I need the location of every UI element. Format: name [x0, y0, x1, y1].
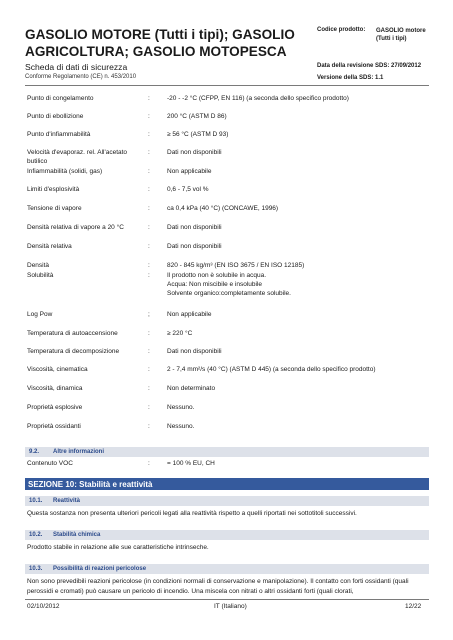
reactivity-text: Questa sostanza non presenta ulteriori pericoli legati alla reattività rispetto a quelli riportati nei sottotitoli successivi. — [27, 510, 357, 517]
prop-colon: : — [148, 404, 150, 411]
prop-colon: : — [148, 205, 150, 212]
prop-label-dynamic-viscosity: Viscosità, dinamica — [27, 385, 83, 392]
prop-value-density: 820 - 845 kg/m³ (EN ISO 3675 / EN ISO 12185) — [167, 262, 305, 269]
subsection-bar-10-3 — [25, 564, 429, 574]
revision-date: Data della revisione SDS: 27/09/2012 — [317, 63, 422, 69]
prop-value-oxidising-properties: Nessuno. — [167, 423, 195, 430]
prop-label-kinematic-viscosity: Viscosità, cinematica — [27, 366, 88, 373]
chemical-stability-text: Prodotto stabile in relazione alle sue caratteristiche intrinseche. — [27, 544, 209, 551]
product-code-value: GASOLIO motore (Tutti i tipi) — [376, 28, 426, 42]
prop-value-voc: = 100 % EU, CH — [167, 460, 215, 467]
prop-colon: : — [148, 366, 150, 373]
prop-colon: : — [148, 186, 150, 193]
prop-label-flammability: Infiammabilità (solidi, gas) — [27, 168, 103, 175]
prop-label-evaporation-rate: Velocità d'evaporaz. rel. All'acetato butilico — [27, 149, 128, 165]
prop-colon: : — [148, 131, 150, 138]
prop-value-log-pow: Non applicabile — [167, 311, 212, 318]
header-divider — [25, 85, 429, 86]
prop-label-vapour-pressure: Tensione di vapore — [27, 205, 82, 212]
footer-page-number: 12/22 — [405, 603, 422, 610]
prop-value-solubility-water: Acqua: Non miscibile e insolubile — [167, 281, 263, 288]
product-title: GASOLIO MOTORE (Tutti i tipi); GASOLIO AGRICOLTURA; GASOLIO MOTOPESCA — [25, 27, 295, 59]
footer-language: IT (Italiano) — [214, 603, 247, 610]
prop-colon: : — [148, 423, 150, 430]
prop-colon: ; — [148, 311, 150, 318]
footer-date: 02/10/2012 — [27, 603, 60, 610]
prop-label-flash-point: Punto d'infiammabilità — [27, 131, 91, 138]
prop-colon: : — [148, 348, 150, 355]
subsection-title: Reattività — [53, 497, 81, 504]
section-title: SEZIONE 10: Stabilità e reattività — [28, 479, 153, 489]
prop-value-explosive-limits: 0,6 - 7,5 vol % — [167, 186, 209, 193]
prop-colon: : — [148, 385, 150, 392]
prop-colon: : — [148, 224, 150, 231]
prop-label-density: Densità — [27, 262, 50, 269]
prop-value-autoignition: ≥ 220 °C — [167, 330, 193, 337]
prop-label-relative-density: Densità relativa — [27, 243, 72, 250]
prop-value-dynamic-viscosity: Non determinato — [167, 385, 216, 392]
prop-colon: : — [148, 243, 150, 250]
prop-label-autoignition: Temperatura di autoaccensione — [27, 330, 118, 337]
prop-colon: : — [148, 149, 150, 156]
prop-colon: : — [148, 330, 150, 337]
prop-value-explosive-properties: Nessuno. — [167, 404, 195, 411]
prop-value-vapour-pressure: ca 0,4 kPa (40 °C) (CONCAWE, 1996) — [167, 205, 279, 212]
prop-label-solubility: Solubilità — [27, 272, 54, 279]
prop-label-decomposition: Temperatura di decomposizione — [27, 348, 120, 355]
prop-value-kinematic-viscosity: 2 - 7,4 mm²/s (40 °C) (ASTM D 445) (a seconda dello specifico prodotto) — [167, 366, 376, 373]
prop-label-vapour-density: Densità relativa di vapore a 20 °C — [27, 224, 124, 231]
prop-value-boiling-point: 200 °C (ASTM D 86) — [167, 113, 227, 120]
subsection-title: Altre informazioni — [53, 448, 105, 455]
subsection-bar-9-2 — [25, 447, 429, 457]
regulation-note: Conforme Regolamento (CE) n. 453/2010 — [25, 74, 137, 80]
prop-label-freezing-point: Punto di congelamento — [27, 95, 94, 102]
section-10-bar — [25, 478, 429, 490]
prop-label-log-pow: Log Pow — [27, 311, 53, 318]
subsection-number: 10.2. — [29, 531, 43, 538]
prop-label-explosive-limits: Limiti d'esplosività — [27, 186, 80, 193]
prop-label-voc: Contenuto VOC — [27, 460, 73, 467]
prop-value-decomposition: Dati non disponibili — [167, 348, 222, 355]
prop-label-oxidising-properties: Proprietà ossidanti — [27, 423, 81, 430]
sds-version: Versione della SDS: 1.1 — [317, 75, 384, 81]
prop-colon: : — [148, 272, 150, 279]
prop-value-flash-point: ≥ 56 °C (ASTM D 93) — [167, 131, 229, 138]
prop-label-explosive-properties: Proprietà esplosive — [27, 404, 83, 411]
prop-label-boiling-point: Punto di ebollizione — [27, 113, 84, 120]
prop-value-freezing-point: -20 - -2 °C (CFPP, EN 116) (a seconda dello specifico prodotto) — [167, 95, 349, 102]
footer-divider — [25, 599, 429, 600]
document-subtitle: Scheda di dati di sicurezza — [25, 62, 128, 72]
prop-colon: : — [148, 168, 150, 175]
prop-colon: : — [148, 113, 150, 120]
prop-colon: : — [148, 95, 150, 102]
prop-value-vapour-density: Dati non disponibili — [167, 224, 222, 231]
prop-value-solubility: Il prodotto non è solubile in acqua. — [167, 272, 267, 279]
prop-value-flammability: Non applicabile — [167, 168, 212, 175]
subsection-number: 10.3. — [29, 565, 43, 572]
prop-colon: : — [148, 262, 150, 269]
prop-value-evaporation-rate: Dati non disponibili — [167, 149, 222, 156]
subsection-number: 10.1. — [29, 497, 43, 504]
prop-value-relative-density: Dati non disponibili — [167, 243, 222, 250]
prop-colon: : — [148, 460, 150, 467]
subsection-bar-10-1 — [25, 496, 429, 506]
subsection-title: Possibilità di reazioni pericolose — [53, 565, 147, 572]
hazardous-reactions-text: Non sono prevedibili reazioni pericolose (in condizioni normali di conservazione e manipolazione). Il contatto con forti ossidanti (quali perossidi e cromati) può causare un pericolo di incendio. Una miscela con nitrati o altri ossidanti forti (quali clorati, — [27, 578, 409, 595]
product-code-label: Codice prodotto: — [317, 27, 366, 33]
prop-value-solubility-organic: Solvente organico:completamente solubile. — [167, 290, 291, 297]
subsection-bar-10-2 — [25, 530, 429, 540]
subsection-title: Stabilità chimica — [53, 531, 101, 538]
subsection-number: 9.2. — [29, 448, 40, 455]
